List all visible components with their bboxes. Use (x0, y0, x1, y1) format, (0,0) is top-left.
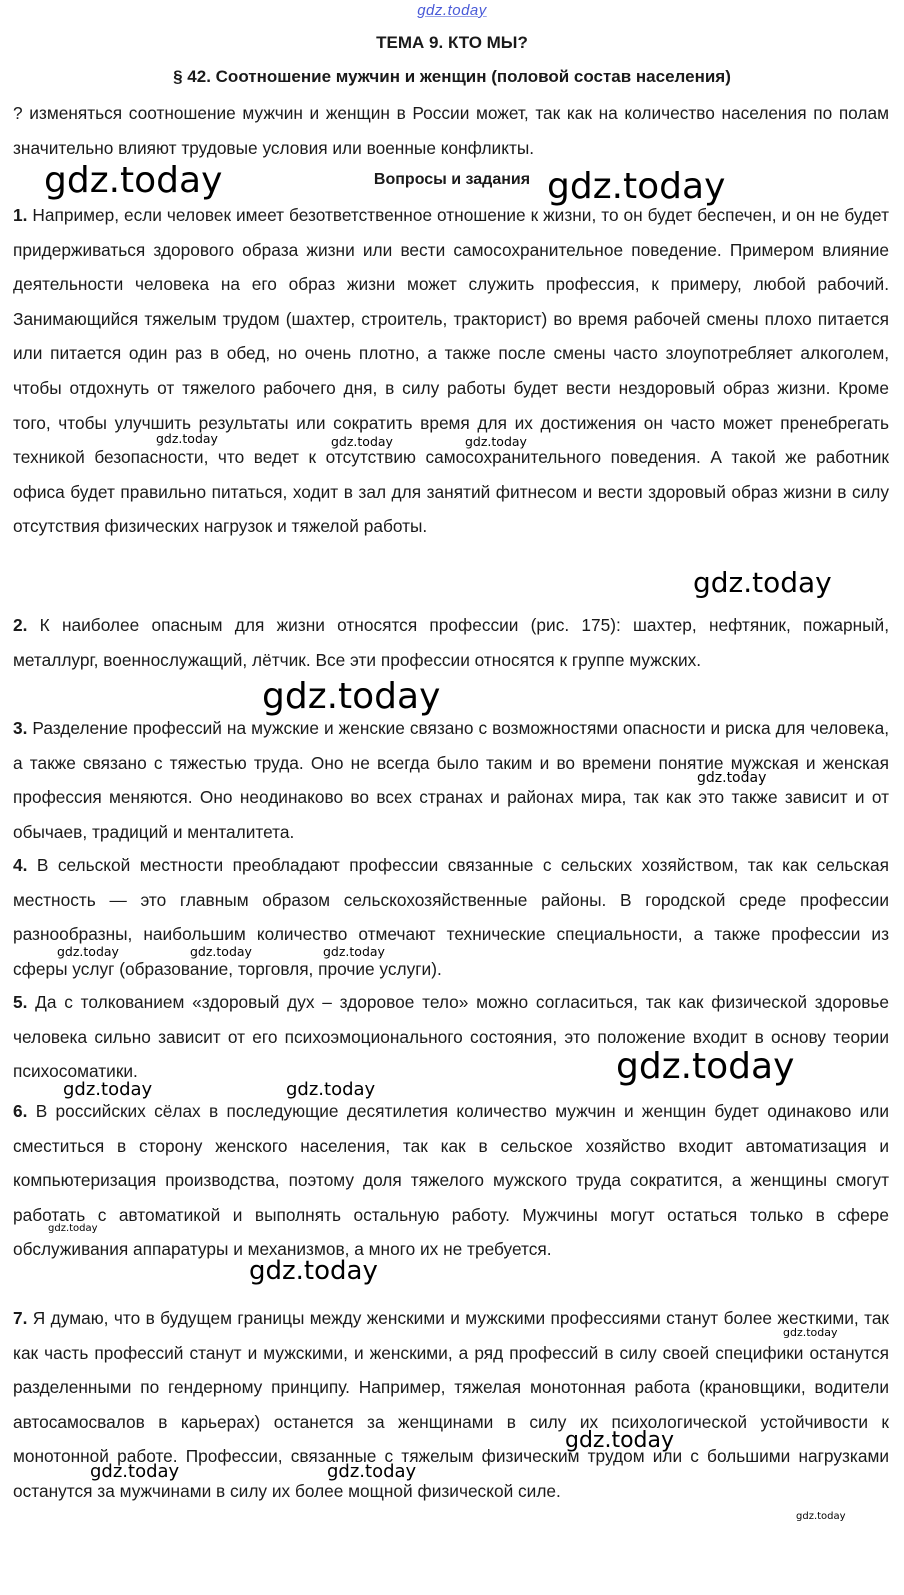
watermark: gdz.today (44, 160, 223, 201)
watermark: gdz.today (323, 944, 385, 959)
answer-6 (13, 1094, 889, 1267)
answer-text: Например, если человек имеет безответственное отношение к жизни, то он будет беспечен, и он не будет придерживаться здорового образа жизни или вести самосохранительное поведение. Примером влияние деятельности человека на его образ жизни может служить профессия, к примеру, любой рабочий. Занимающийся тяжелым трудом (шахтер, строитель, тракторист) во время рабочей смены плохо питается или питается один раз в обед, но очень плотно, а также после смены часто злоупотребляет алкоголем, чтобы отдохнуть от тяжелого рабочего дня, в силу работы будет вести нездоровый образ жизни. Кроме того, чтобы улучшить результаты или сократить время для их достижения он часто может пренебрегать техникой безопасности, что ведет к отсутствию самосохранительного поведения. А такой же работник офиса будет правильно питаться, ходит в зал для занятий фитнесом и вести здоровый образ жизни в силу отсутствия физических нагрузок и тяжелой работы. (13, 205, 889, 537)
answer-5 (13, 985, 889, 1089)
watermark: gdz.today (547, 166, 726, 207)
watermark: gdz.today (57, 944, 119, 959)
answer-text: Да с толкованием «здоровый дух – здоровое тело» можно согласиться, так как физической здоровье человека сильно зависит от его психоэмоционального состояния, это положение входит в основу теории психосоматики. (13, 992, 889, 1082)
watermark: gdz.today (48, 1223, 98, 1234)
watermark: gdz.today (783, 1326, 838, 1339)
watermark: gdz.today (249, 1256, 378, 1286)
answer-text: К наиболее опасным для жизни относятся профессии (рис. 175): шахтер, нефтяник, пожарный, металлург, военнослужащий, лётчик. Все эти профессии относятся к группе мужских. (13, 615, 889, 670)
answer-text: Разделение профессий на мужские и женские связано с возможностями опасности и риска для человека, а также связано с тяжестью труда. Оно не всегда было таким и во времени понятие мужская и женская профессия меняются. Оно неодинаково во всех странах и районах мира, так как это также зависит и от обычаев, традиций и менталитета. (13, 718, 889, 842)
answer-2 (13, 608, 889, 677)
answer-4 (13, 848, 889, 986)
watermark: gdz.today (331, 434, 393, 449)
answer-number: 3. (13, 718, 28, 738)
watermark: gdz.today (156, 431, 218, 446)
answer-7 (13, 1301, 889, 1509)
answer-1 (13, 198, 889, 544)
section-heading: Вопросы и задания (373, 171, 531, 188)
site-mark[interactable]: gdz.today (417, 2, 487, 19)
watermark: gdz.today (697, 770, 767, 786)
watermark: gdz.today (465, 434, 527, 449)
watermark: gdz.today (190, 944, 252, 959)
watermark: gdz.today (616, 1046, 795, 1087)
watermark: gdz.today (63, 1079, 153, 1100)
watermark: gdz.today (565, 1428, 675, 1453)
intro-text: ? изменяться соотношение мужчин и женщин в России может, так как на количество населения по полам значительно влияют трудовые условия или военные конфликты. (13, 103, 889, 158)
watermark: gdz.today (262, 676, 441, 717)
answer-number: 2. (13, 615, 28, 635)
answer-text: В сельской местности преобладают профессии связанные с сельских хозяйством, так как сельская местность — это главным образом сельскохозяйственные районы. В городской среде профессии разнообразны, наибольшим количество отмечают технические специальности, а также профессии из сферы услуг (образование, торговля, прочие услуги). (13, 855, 889, 979)
answer-number: 7. (13, 1308, 28, 1328)
answer-text: Я думаю, что в будущем границы между женскими и мужскими профессиями станут более жесткими, так как часть профессий станут и мужскими, и женскими, а ряд профессий в силу своей специфики останутся разделенными по гендерному принципу. Например, тяжелая монотонная работа (крановщики, водители автосамосвалов в карьерах) останется за женщинами в силу их психологической устойчивости к монотонной работе. Профессии, связанные с тяжелым физическим трудом или с большими нагрузками останутся за мужчинами в силу их более мощной физической силе. (13, 1308, 889, 1501)
answer-3 (13, 711, 889, 849)
watermark: gdz.today (90, 1461, 180, 1482)
watermark: gdz.today (286, 1079, 376, 1100)
watermark: gdz.today (327, 1461, 417, 1482)
watermark: gdz.today (693, 566, 832, 599)
answer-number: 4. (13, 855, 28, 875)
topic-title: ТЕМА 9. КТО МЫ? (376, 33, 528, 52)
paragraph-title: § 42. Соотношение мужчин и женщин (половой состав населения) (173, 67, 731, 86)
answer-number: 1. (13, 205, 28, 225)
answer-text: В российских сёлах в последующие десятилетия количество мужчин и женщин будет одинаково или сместиться в сторону женского населения, так как в сельское хозяйство входит автоматизация и компьютеризация производства, поэтому доля тяжелого мужского труда сократится, а женщины смогут работать с автоматикой и выполнять остальную работу. Мужчины могут остаться только в сфере обслуживания аппаратуры и механизмов, а много их не требуется. (13, 1101, 889, 1260)
answer-number: 5. (13, 992, 28, 1012)
answer-number: 6. (13, 1101, 28, 1121)
watermark: gdz.today (796, 1511, 846, 1522)
